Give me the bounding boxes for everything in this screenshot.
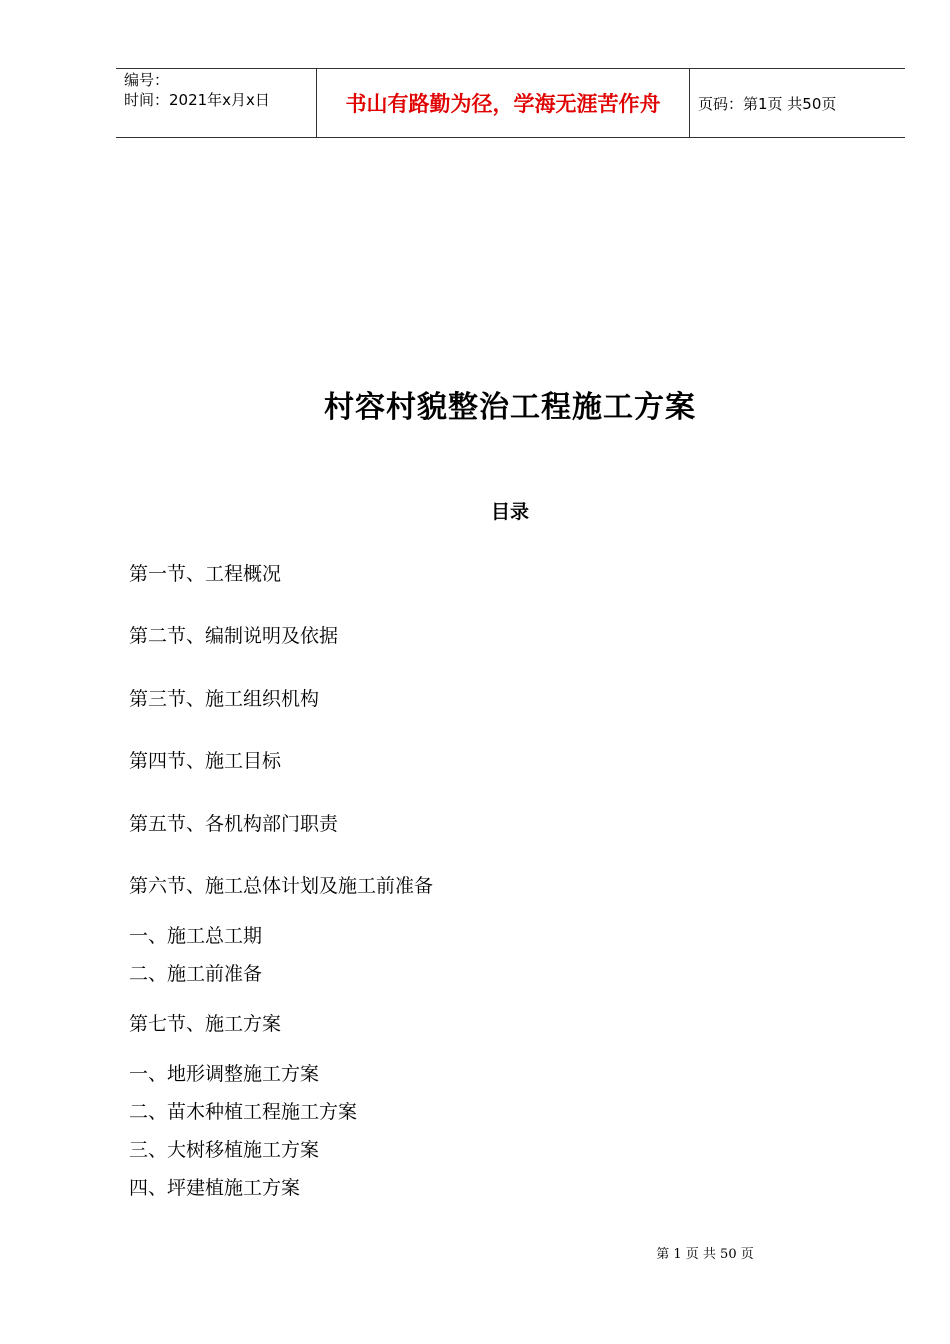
toc-item: 一、施工总工期	[129, 925, 263, 947]
toc-item: 四、坪建植施工方案	[129, 1177, 301, 1199]
toc-item: 第六节、施工总体计划及施工前准备	[129, 875, 434, 897]
toc-item: 第四节、施工目标	[129, 750, 282, 772]
header-middle-cell	[316, 69, 690, 137]
header-right-cell	[690, 69, 905, 137]
serial-number-label: 编号：	[124, 71, 170, 89]
toc-item: 二、苗木种植工程施工方案	[129, 1101, 358, 1123]
toc-item: 第一节、工程概况	[129, 563, 282, 585]
toc-item: 二、施工前准备	[129, 963, 263, 985]
toc-item: 一、地形调整施工方案	[129, 1063, 320, 1085]
document-title: 村容村貌整治工程施工方案	[324, 390, 696, 425]
toc-item: 第七节、施工方案	[129, 1013, 282, 1035]
header-left-cell	[116, 69, 316, 137]
page-header	[116, 68, 905, 138]
header-motto: 书山有路勤为径，学海无涯苦作舟	[345, 91, 661, 116]
toc-item: 第五节、各机构部门职责	[129, 813, 339, 835]
date-text: 时间：2021年x月x日	[124, 91, 270, 109]
header-page-code: 页码：第1页 共50页	[698, 95, 837, 113]
toc-item: 第三节、施工组织机构	[129, 688, 320, 710]
page-footer: 第 1 页 共 50 页	[656, 1247, 754, 1262]
toc-item: 三、大树移植施工方案	[129, 1139, 320, 1161]
toc-heading: 目录	[490, 501, 529, 523]
toc-item: 第二节、编制说明及依据	[129, 625, 339, 647]
